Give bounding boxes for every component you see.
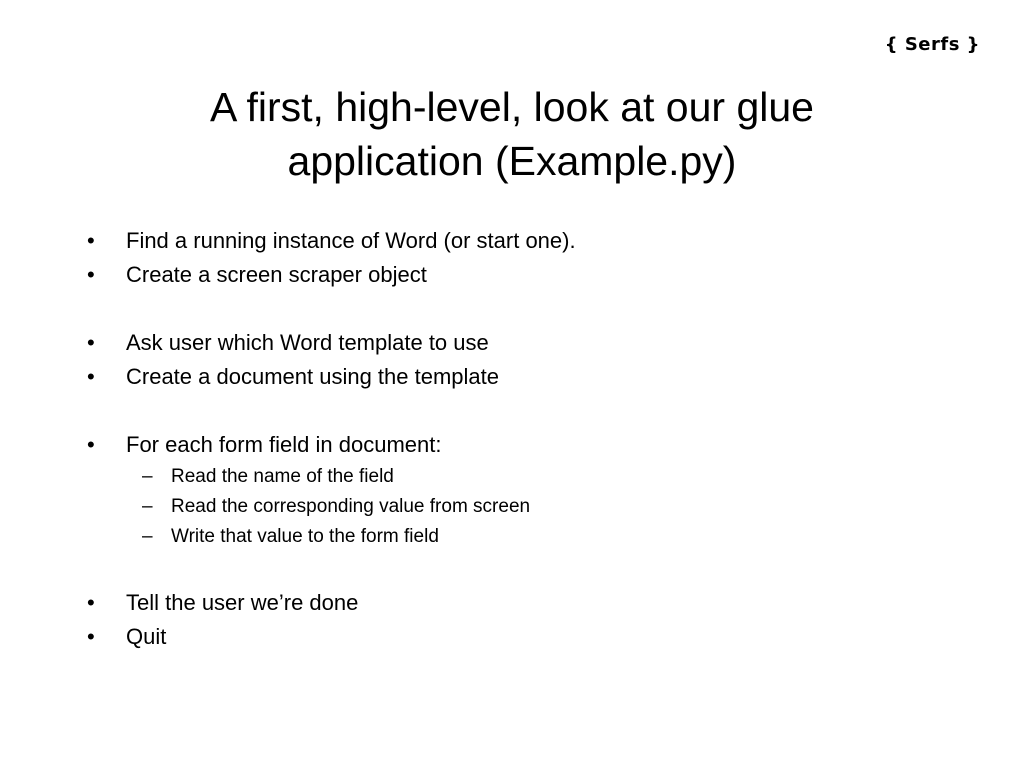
bullet-item: [0, 588, 1024, 622]
slide-title-line-1: A first, high-level, look at our glue: [210, 84, 814, 130]
bullet-text: Create a document using the template: [126, 364, 500, 389]
sub-bullet-marker: –: [142, 526, 153, 547]
sub-bullet-text: Read the name of the field: [171, 466, 394, 487]
bullet-list: [0, 226, 1024, 656]
sub-bullet-text: Write that value to the form field: [171, 526, 439, 547]
bullet-text: For each form field in document:: [126, 432, 442, 457]
slide-title: [0, 80, 1024, 188]
bullet-marker: •: [87, 330, 95, 355]
bullet-marker: •: [87, 432, 95, 457]
sub-bullet-item: [0, 464, 1024, 494]
sub-bullet-item: [0, 494, 1024, 524]
brand-label: { Serfs }: [884, 34, 980, 55]
bullet-item: [0, 328, 1024, 362]
bullet-text: Quit: [126, 624, 167, 649]
bullet-marker: •: [87, 590, 95, 615]
bullet-marker: •: [87, 228, 95, 253]
bullet-item: [0, 622, 1024, 656]
bullet-marker: •: [87, 262, 95, 287]
bullet-item: [0, 362, 1024, 396]
slide-title-line-2: application (Example.py): [287, 138, 737, 184]
sub-bullet-text: Read the corresponding value from screen: [171, 496, 531, 517]
bullet-text: Find a running instance of Word (or start one).: [126, 228, 576, 253]
bullet-text: Create a screen scraper object: [126, 262, 427, 287]
bullet-item: [0, 430, 1024, 464]
bullet-text: Ask user which Word template to use: [126, 330, 489, 355]
sub-bullet-marker: –: [142, 466, 153, 487]
sub-bullet-marker: –: [142, 496, 153, 517]
bullet-item: [0, 226, 1024, 260]
bullet-marker: •: [87, 624, 95, 649]
bullet-item: [0, 260, 1024, 294]
bullet-text: Tell the user we’re done: [126, 590, 359, 615]
bullet-marker: •: [87, 364, 95, 389]
sub-bullet-item: [0, 524, 1024, 554]
